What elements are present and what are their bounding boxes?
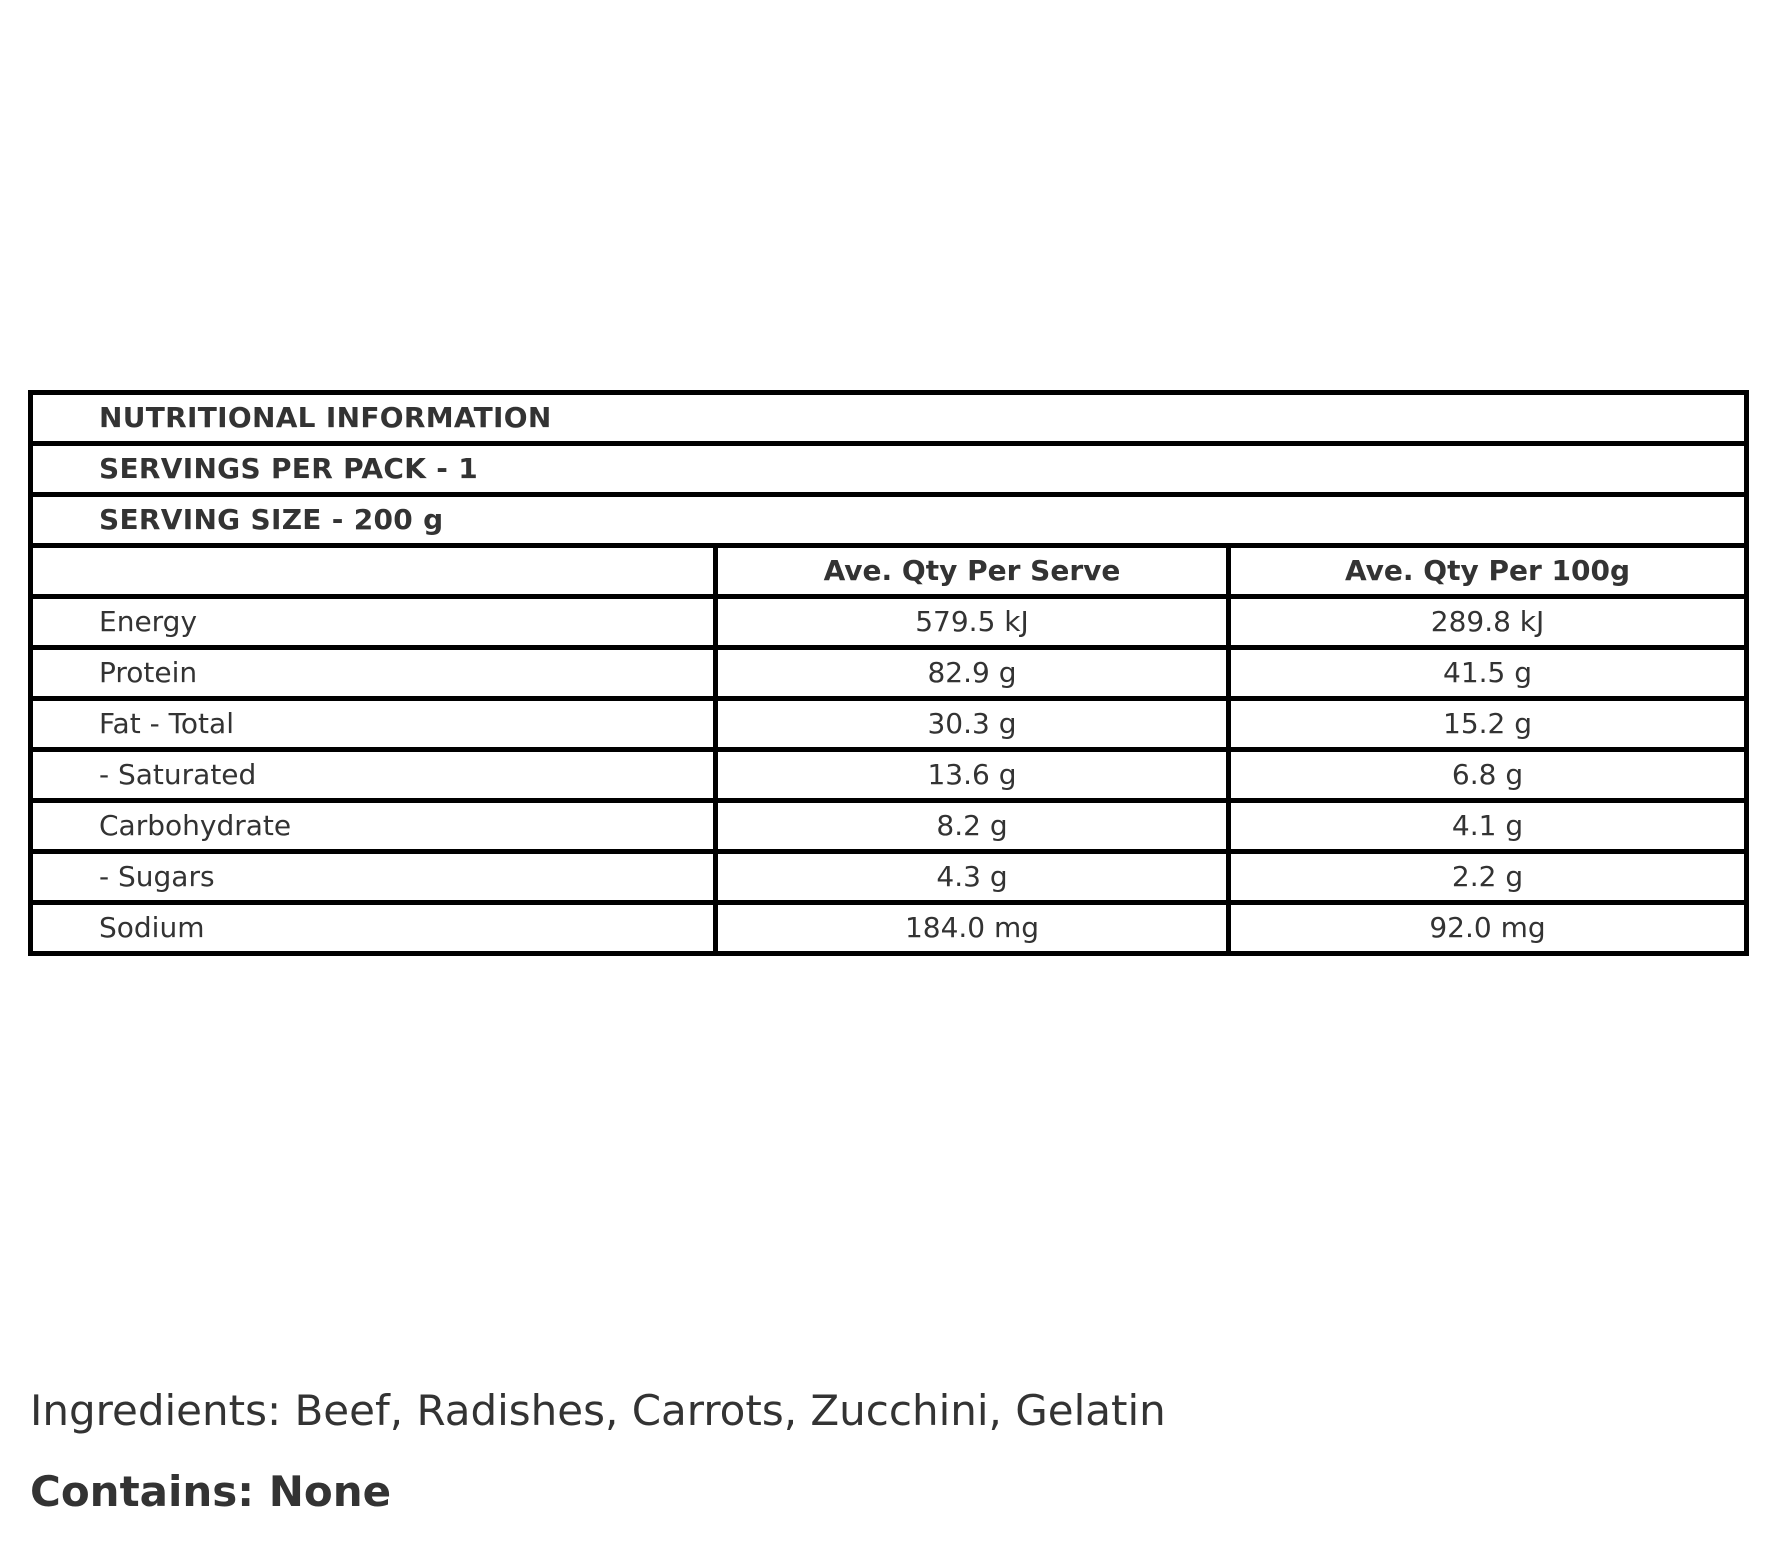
- row-per-100g: 6.8 g: [1229, 750, 1747, 801]
- ingredients-text: Ingredients: Beef, Radishes, Carrots, Zucchini, Gelatin: [30, 1386, 1166, 1435]
- row-per-100g: 41.5 g: [1229, 648, 1747, 699]
- row-label: Energy: [31, 597, 716, 648]
- row-per-serve: 30.3 g: [716, 699, 1229, 750]
- row-per-serve: 82.9 g: [716, 648, 1229, 699]
- table-row: [31, 648, 1747, 699]
- row-per-100g: 92.0 mg: [1229, 903, 1747, 954]
- row-label: - Sugars: [31, 852, 716, 903]
- row-per-serve: 579.5 kJ: [716, 597, 1229, 648]
- table-row: [31, 903, 1747, 954]
- column-header-per-100g: Ave. Qty Per 100g: [1229, 546, 1747, 597]
- column-header-per-serve: Ave. Qty Per Serve: [716, 546, 1229, 597]
- column-header-row: [31, 546, 1747, 597]
- table-row: [31, 801, 1747, 852]
- row-per-100g: 289.8 kJ: [1229, 597, 1747, 648]
- table-title: NUTRITIONAL INFORMATION: [31, 393, 1747, 444]
- row-per-serve: 184.0 mg: [716, 903, 1229, 954]
- row-label: Carbohydrate: [31, 801, 716, 852]
- row-label: Fat - Total: [31, 699, 716, 750]
- servings-per-pack: SERVINGS PER PACK - 1: [31, 444, 1747, 495]
- row-per-100g: 4.1 g: [1229, 801, 1747, 852]
- table-row: [31, 597, 1747, 648]
- row-per-serve: 4.3 g: [716, 852, 1229, 903]
- row-per-100g: 2.2 g: [1229, 852, 1747, 903]
- table-row: [31, 750, 1747, 801]
- row-label: Protein: [31, 648, 716, 699]
- servings-row: [31, 444, 1747, 495]
- serving-size: SERVING SIZE - 200 g: [31, 495, 1747, 546]
- row-label: Sodium: [31, 903, 716, 954]
- row-label: - Saturated: [31, 750, 716, 801]
- row-per-serve: 13.6 g: [716, 750, 1229, 801]
- row-per-serve: 8.2 g: [716, 801, 1229, 852]
- nutrition-table: [28, 390, 1749, 956]
- title-row: [31, 393, 1747, 444]
- table-row: [31, 852, 1747, 903]
- contains-text: Contains: None: [30, 1467, 392, 1516]
- row-per-100g: 15.2 g: [1229, 699, 1747, 750]
- table-row: [31, 699, 1747, 750]
- serving-size-row: [31, 495, 1747, 546]
- column-header-blank: [31, 546, 716, 597]
